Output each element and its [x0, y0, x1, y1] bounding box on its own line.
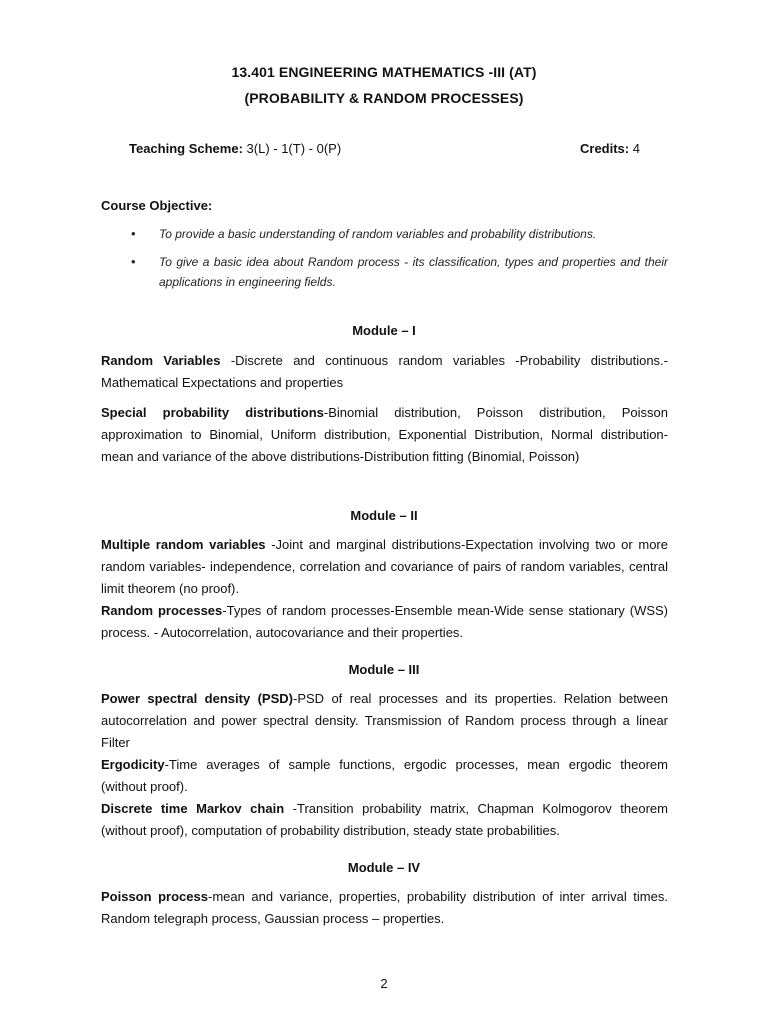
module-1-paragraph-random-variables — [101, 350, 668, 394]
module-2-paragraph-random-processes — [101, 600, 668, 644]
page-number: 2 — [380, 976, 388, 991]
topic-term: Power spectral density (PSD) — [101, 691, 293, 706]
course-objective-heading: Course Objective: — [101, 198, 213, 213]
course-objective-list — [101, 224, 668, 300]
topic-text: -Joint and marginal distributions-Expectation involving two or more random variables- independence, correlation and covariance of pairs of random variables, central limit theorem (no proof). — [101, 537, 668, 596]
objective-text: To provide a basic understanding of random variables and probability distributions. — [159, 227, 597, 241]
topic-term: Multiple random variables — [101, 537, 266, 552]
topic-text: -Time averages of sample functions, ergodic processes, mean ergodic theorem (without proof). — [101, 757, 668, 794]
module-3-heading: Module – III — [348, 662, 420, 677]
module-2-heading: Module – II — [350, 508, 418, 523]
module-3-paragraph-ergodicity — [101, 754, 668, 798]
credits — [580, 141, 640, 156]
module-3-paragraph-psd — [101, 688, 668, 754]
topic-term: Random processes — [101, 603, 223, 618]
teaching-scheme — [129, 141, 341, 156]
objective-text: To give a basic idea about Random process - its classification, types and properties and their applications in engineering fields. — [159, 255, 668, 289]
topic-text: -Types of random processes-Ensemble mean-Wide sense stationary (WSS) process. - Autocorrelation, autocovariance and their properties. — [101, 603, 669, 640]
topic-text: -mean and variance, properties, probability distribution of inter arrival times. Random telegraph process, Gaussian process – properties. — [101, 889, 668, 926]
objective-item — [101, 252, 668, 292]
topic-text: -Binomial distribution, Poisson distribution, Poisson approximation to Binomial, Uniform distribution, Exponential Distribution, Normal distribution- mean and variance of the above distributions-Distribution fitting (Binomial, Poisson) — [101, 405, 668, 464]
course-title: 13.401 ENGINEERING MATHEMATICS -III (AT) — [231, 64, 537, 80]
topic-text: -PSD of real processes and its properties. Relation between autocorrelation and power spectral density. Transmission of Random process through a linear Filter — [101, 691, 668, 750]
course-subtitle: (PROBABILITY & RANDOM PROCESSES) — [244, 90, 524, 106]
topic-term: Ergodicity — [101, 757, 165, 772]
module-1-paragraph-special-distributions — [101, 402, 668, 468]
topic-term: Random Variables — [101, 353, 221, 368]
teaching-scheme-label: Teaching Scheme: — [129, 141, 243, 156]
bullet-icon: • — [131, 226, 136, 241]
topic-term: Discrete time Markov chain — [101, 801, 285, 816]
module-4-heading: Module – IV — [347, 860, 421, 875]
teaching-scheme-value: 3(L) - 1(T) - 0(P) — [246, 141, 342, 156]
bullet-icon: • — [131, 254, 136, 269]
topic-term: Poisson process — [101, 889, 208, 904]
topic-text: -Discrete and continuous random variables -Probability distributions.- Mathematical Expectations and properties — [101, 353, 669, 390]
objective-item — [101, 224, 668, 244]
credits-label: Credits: — [580, 141, 630, 156]
topic-term: Special probability distributions — [101, 405, 324, 420]
credits-value: 4 — [632, 141, 640, 156]
module-3-paragraph-markov-chain — [101, 798, 668, 842]
module-2-paragraph-multiple-random-variables — [101, 534, 668, 600]
module-4-paragraph-poisson-process — [101, 886, 668, 930]
topic-text: -Transition probability matrix, Chapman Kolmogorov theorem (without proof), computation of probability distribution, steady state probabilities. — [101, 801, 668, 838]
module-1-heading: Module – I — [352, 323, 416, 338]
